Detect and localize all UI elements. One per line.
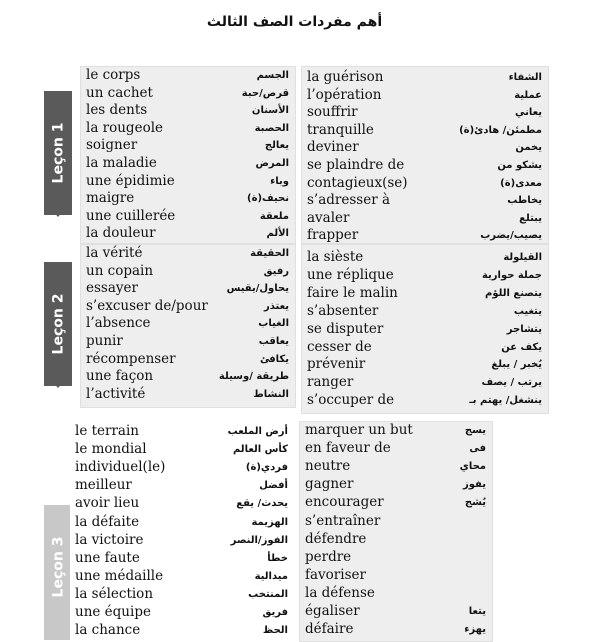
arabic-translation: ملعقة <box>259 210 289 222</box>
vocab-row <box>81 280 295 298</box>
french-word: essayer <box>86 280 138 297</box>
vocab-row <box>81 263 295 281</box>
vocab-row <box>81 351 295 369</box>
french-word: s’entraîner <box>305 512 381 529</box>
arabic-translation: يكف عن <box>501 341 542 353</box>
arabic-translation: يعاقب <box>258 336 289 347</box>
french-word: ranger <box>307 374 354 391</box>
vocab-row <box>81 315 295 333</box>
arabic-translation: نحيف(ة) <box>247 193 289 205</box>
arabic-translation: مطمئن/ هادئ(ة) <box>459 124 542 136</box>
french-word: la victoire <box>75 531 144 548</box>
arabic-translation: يحدث/ يقع <box>236 498 288 510</box>
french-word: un cachet <box>86 84 153 101</box>
lesson-3-tab <box>44 505 72 640</box>
french-word: s’adresser à <box>307 192 390 209</box>
vocab-row <box>300 621 492 639</box>
french-word: frapper <box>307 227 359 244</box>
vocab-row <box>81 386 295 404</box>
vocab-row <box>81 333 295 351</box>
french-word: la vérité <box>86 245 143 261</box>
french-word: une médaille <box>75 567 164 584</box>
french-word: la guérison <box>307 69 384 85</box>
vocab-row <box>81 368 295 386</box>
arabic-translation: فردي(ة) <box>245 462 288 474</box>
vocab-row <box>81 67 295 85</box>
vocab-row <box>70 441 294 459</box>
arabic-translation: يبتلع <box>519 212 542 224</box>
vocab-row <box>81 298 295 316</box>
french-word: avoir lieu <box>75 495 140 512</box>
arabic-translation: أرض الملعب <box>227 426 288 437</box>
french-word: la douleur <box>86 225 156 242</box>
vocab-row <box>70 604 294 622</box>
vocab-row <box>302 321 548 339</box>
vocab-row <box>300 549 492 567</box>
vocab-row <box>302 249 548 267</box>
lesson-2-tab <box>44 262 72 402</box>
vocab-row <box>300 531 492 549</box>
vocab-row <box>81 173 295 191</box>
arabic-translation: الجسم <box>256 70 289 81</box>
arabic-translation: يتشاجر <box>506 323 542 335</box>
vocab-row <box>302 227 548 245</box>
vocab-row <box>300 567 492 585</box>
arabic-translation: يعتذر <box>263 300 289 312</box>
french-word: se plaindre de <box>307 157 405 173</box>
arabic-translation: رفيق <box>263 265 289 277</box>
vocab-row <box>70 423 294 441</box>
vocab-row <box>302 210 548 228</box>
arabic-translation: الهزيمة <box>251 516 288 528</box>
french-word: punir <box>86 333 123 349</box>
vocab-row <box>70 586 294 604</box>
vocab-row <box>302 303 548 321</box>
french-word: une réplique <box>307 266 394 283</box>
french-word: défendre <box>305 530 367 547</box>
french-word: la sièste <box>307 249 364 265</box>
french-word: une épidimie <box>86 172 175 189</box>
arabic-translation: النشاط <box>253 388 289 400</box>
arabic-translation: يتعا <box>468 606 486 617</box>
arabic-translation: المرض <box>255 158 289 169</box>
french-word: une cuillerée <box>86 207 176 224</box>
french-word: égaliser <box>305 603 360 619</box>
arabic-translation: القيلولة <box>503 252 542 263</box>
vocab-row <box>302 139 548 157</box>
french-word: une faute <box>75 549 140 566</box>
lesson-1-label: Leçon 1 <box>50 122 67 184</box>
arabic-translation: كأس العالم <box>232 444 288 456</box>
arabic-translation: قرص/حبة <box>241 87 289 99</box>
french-word: l’absence <box>86 315 151 332</box>
vocab-row <box>302 374 548 392</box>
arabic-translation: يفوز <box>463 479 486 491</box>
vocab-row <box>300 585 492 603</box>
vocab-row <box>300 513 492 531</box>
arabic-translation: فريق <box>262 607 288 618</box>
french-word: avaler <box>307 209 350 226</box>
arabic-translation: محاي <box>459 461 486 473</box>
lesson-2-right-panel <box>301 244 549 414</box>
vocab-row <box>70 495 294 513</box>
french-word: récompenser <box>86 350 176 367</box>
arabic-translation: يتصنع اللؤم <box>485 287 542 299</box>
arabic-translation: الغياب <box>258 318 289 330</box>
arabic-translation: الألم <box>266 228 289 240</box>
arabic-translation: أفضل <box>259 480 288 492</box>
arabic-translation: فى <box>469 443 486 455</box>
arabic-translation: وباء <box>270 175 289 187</box>
vocab-row <box>302 175 548 193</box>
vocab-row <box>302 69 548 87</box>
french-word: la chance <box>75 622 141 639</box>
vocab-row <box>81 137 295 155</box>
arabic-translation: الأسنان <box>251 105 289 117</box>
vocab-row <box>302 356 548 374</box>
arabic-translation: خطأ <box>267 552 288 564</box>
french-word: l’activité <box>86 385 146 402</box>
vocab-row <box>81 155 295 173</box>
arabic-translation: يتغيب <box>513 305 542 317</box>
vocab-row <box>81 85 295 103</box>
french-word: les dents <box>86 102 148 119</box>
french-word: meilleur <box>75 477 132 494</box>
arabic-translation: يخاطب <box>507 195 542 207</box>
french-word: une équipe <box>75 604 151 620</box>
arabic-translation: المنتخب <box>248 588 288 600</box>
arabic-translation: يعاني <box>514 107 542 119</box>
arabic-translation: الفوز/النصر <box>230 534 288 546</box>
french-word: faire le malin <box>307 284 398 301</box>
arabic-translation: يشكو من <box>497 160 542 171</box>
french-word: encourager <box>305 494 384 511</box>
vocab-row <box>70 622 294 640</box>
arabic-translation: يعالج <box>264 140 289 152</box>
vocab-row <box>81 190 295 208</box>
french-word: soigner <box>86 137 138 154</box>
arabic-translation: ميدالية <box>254 570 288 582</box>
page-title: أهم مفردات الصف الثالث <box>206 14 383 30</box>
vocab-row <box>81 102 295 120</box>
arabic-translation: الحقيقة <box>250 248 289 259</box>
arabic-translation: ينشغل/ يهتم بـ <box>469 395 542 407</box>
arabic-translation: يُشج <box>464 497 486 509</box>
vocab-row <box>302 122 548 140</box>
arabic-translation: يصيب/يضرب <box>480 230 542 242</box>
vocab-row <box>70 568 294 586</box>
arabic-translation: معدى(ة) <box>500 177 542 189</box>
arabic-translation: يرتب / يصف <box>481 377 542 389</box>
arabic-translation: يخمن <box>515 142 542 154</box>
arabic-translation: يسج <box>464 425 486 436</box>
french-word: contagieux(se) <box>307 174 408 191</box>
french-word: la sélection <box>75 585 154 602</box>
french-word: maigre <box>86 190 135 207</box>
french-word: la défense <box>305 584 375 601</box>
vocab-row <box>81 120 295 138</box>
french-word: un copain <box>86 262 154 279</box>
french-word: tranquille <box>307 121 374 138</box>
french-word: neutre <box>305 458 351 475</box>
vocab-row <box>302 157 548 175</box>
french-word: l’opération <box>307 86 382 103</box>
lesson-1-tab <box>44 91 72 231</box>
vocab-row <box>300 476 492 494</box>
vocab-row <box>302 104 548 122</box>
lesson-3-label: Leçon 3 <box>50 536 67 598</box>
french-word: s’excuser de/pour <box>86 297 208 314</box>
arabic-translation: الشفاء <box>508 72 542 83</box>
arabic-translation: يكافئ <box>259 353 289 365</box>
french-word: favoriser <box>305 566 366 583</box>
vocab-row <box>300 603 492 621</box>
lesson-2-label: Leçon 2 <box>50 293 67 355</box>
french-word: gagner <box>305 476 354 493</box>
arabic-translation: يهزء <box>464 624 486 636</box>
vocab-row <box>300 422 492 440</box>
vocab-row <box>70 532 294 550</box>
vocab-row <box>302 285 548 303</box>
french-word: le mondial <box>75 441 147 458</box>
french-word: marquer un but <box>305 422 413 438</box>
arabic-translation: جملة حوارية <box>481 269 542 281</box>
arabic-translation: الحصبة <box>254 122 289 134</box>
french-word: défaire <box>305 621 354 638</box>
vocab-row <box>81 245 295 263</box>
french-word: une façon <box>86 368 154 385</box>
lesson-1-right-panel <box>301 66 549 244</box>
arabic-translation: الحظ <box>262 625 288 637</box>
vocab-row <box>70 550 294 568</box>
french-word: deviner <box>307 139 359 156</box>
arabic-translation: طريقة /وسيلة <box>218 371 289 383</box>
vocab-row <box>300 458 492 476</box>
french-word: prévenir <box>307 356 366 373</box>
french-word: le terrain <box>75 423 139 439</box>
vocab-row <box>302 339 548 357</box>
vocab-row <box>302 192 548 210</box>
vocab-row <box>70 459 294 477</box>
arabic-translation: عملية <box>514 89 542 101</box>
lesson-3-right-panel <box>299 421 493 642</box>
french-word: s’absenter <box>307 302 379 319</box>
french-word: cesser de <box>307 338 372 355</box>
arabic-translation: يحاول/يقيس <box>226 283 289 295</box>
lesson-2-left-panel <box>80 244 296 408</box>
french-word: souffrir <box>307 104 358 121</box>
french-word: en faveur de <box>305 440 391 457</box>
vocab-row <box>302 392 548 410</box>
french-word: individuel(le) <box>75 459 166 476</box>
arabic-translation: يُخبر / يبلغ <box>491 359 542 371</box>
vocab-row <box>70 477 294 495</box>
vocab-row <box>302 267 548 285</box>
vocab-row <box>81 225 295 243</box>
vocab-row <box>300 494 492 512</box>
french-word: le corps <box>86 67 141 83</box>
french-word: s’occuper de <box>307 392 395 409</box>
french-word: la défaite <box>75 513 140 530</box>
vocab-row <box>300 440 492 458</box>
french-word: la rougeole <box>86 119 163 136</box>
french-word: la maladie <box>86 155 157 171</box>
vocab-row <box>70 514 294 532</box>
vocab-row <box>81 208 295 226</box>
french-word: se disputer <box>307 320 384 337</box>
french-word: perdre <box>305 548 352 565</box>
lesson-1-left-panel <box>80 66 296 244</box>
vocab-row <box>302 87 548 105</box>
lesson-3-left-panel <box>70 421 294 640</box>
